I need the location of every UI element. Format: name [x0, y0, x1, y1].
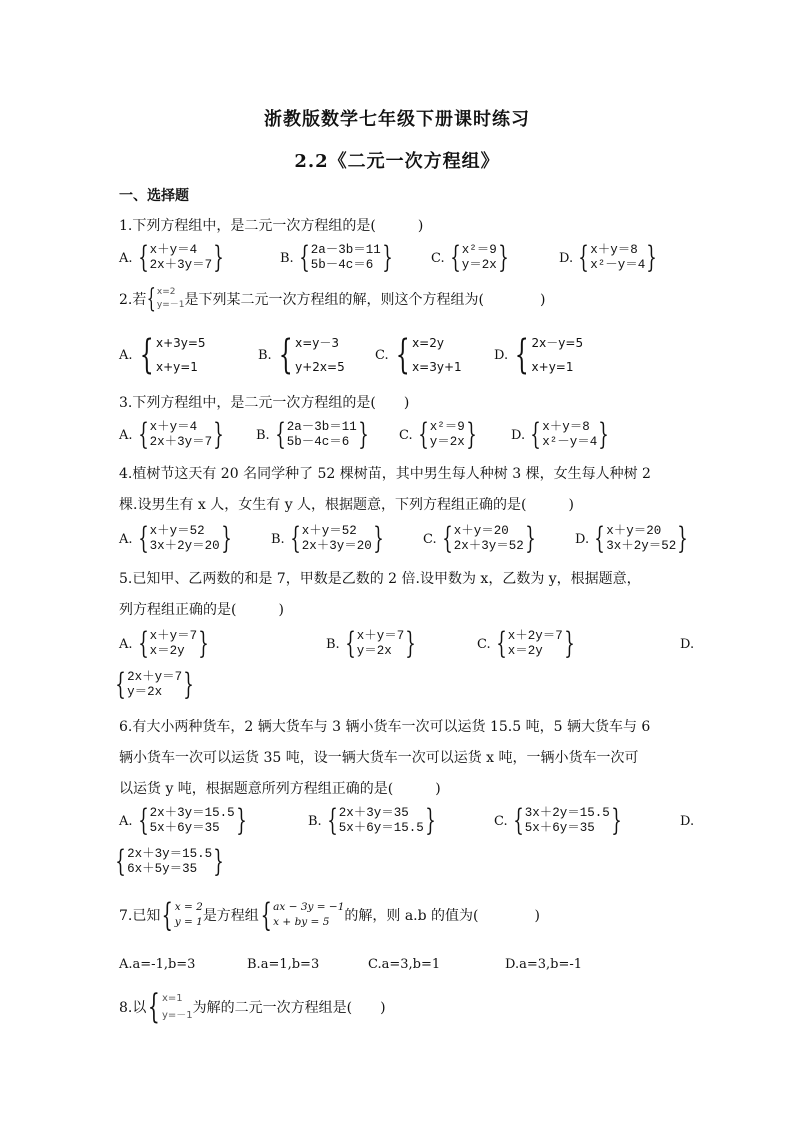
given-line: x=2 — [156, 287, 176, 297]
option-label: B. — [280, 250, 294, 266]
option-label: C. — [399, 427, 413, 443]
option-label: A. — [119, 250, 133, 266]
q7-prefix: 7.已知 — [119, 908, 161, 924]
q4-option-a[interactable]: A. { x＋y＝52 3x＋2y＝20 } — [119, 521, 232, 556]
equation-line: x＋y＝7 — [149, 629, 198, 643]
option-label: B. — [308, 813, 322, 829]
equation-line: 5b－4c＝6 — [286, 435, 350, 449]
q3-option-b[interactable]: B. { 2a－3b＝11 5b－4c＝6 } — [256, 417, 369, 452]
option-label: B. — [326, 636, 340, 652]
q2-option-d[interactable]: D. { 2x－y=5 x+y=1 — [494, 332, 584, 378]
equation-line: 2x＋3y＝52 — [453, 539, 524, 553]
given-line: x = 2 — [174, 901, 203, 913]
option-text: a=-1,b=3 — [132, 957, 196, 972]
q5-option-d-label[interactable] — [680, 637, 698, 652]
option-label: A. — [119, 636, 133, 652]
q8-prefix: 8.以 — [119, 1000, 147, 1016]
equation-line: 2x＋3y＝20 — [301, 539, 372, 553]
equation-line: x＋2y＝7 — [507, 629, 563, 643]
q5-option-c[interactable]: C. { x＋2y＝7 x＝2y } — [477, 626, 575, 661]
equation-line: y＝2x — [127, 685, 163, 699]
option-label: C. — [375, 347, 389, 363]
equation-line: 5x＋6y＝15.5 — [338, 821, 424, 835]
equation-line: x＋y＝20 — [606, 524, 662, 538]
option-label: B. — [256, 427, 270, 443]
q2-option-b[interactable]: B. { x=y－3 y+2x=5 — [258, 332, 345, 378]
option-label: A. — [119, 347, 133, 363]
question-6-line-1: 6.有大小两种货车，2 辆大货车与 3 辆小货车一次可以运货 15.5 吨，5 辆大货车与 6 — [119, 719, 651, 735]
equation-line: 2x－y=5 — [531, 336, 584, 350]
equation-line: x＋y＝8 — [590, 243, 638, 257]
equation-line: 2x＋3y＝7 — [149, 258, 213, 272]
equation-line: x＋y＝52 — [149, 524, 205, 538]
option-label: A. — [119, 813, 133, 829]
equation-line: x+3y=5 — [155, 336, 206, 350]
option-label: D. — [680, 814, 695, 829]
q5-option-a[interactable]: A. { x＋y＝7 x＝2y } — [119, 626, 209, 661]
q3-option-a[interactable]: A. { x＋y＝4 2x＋3y＝7 } — [119, 417, 224, 452]
question-5-line-2: 列方程组正确的是( ) — [119, 602, 284, 618]
page-title: 浙教版数学七年级下册课时练习 — [264, 109, 530, 130]
question-3-stem: 3.下列方程组中，是二元一次方程组的是( ) — [119, 395, 410, 411]
section-heading: 一、选择题 — [119, 188, 189, 204]
option-label: C. — [477, 636, 491, 652]
q5-option-b[interactable]: B. { x＋y＝7 y＝2x } — [326, 626, 417, 661]
given-line: y=－1 — [156, 300, 185, 310]
question-2-stem: 2.若 { x=2 y=－1 是下列某二元一次方程组的解，则这个方程组为( ) — [119, 284, 546, 314]
given-line: x + by = 5 — [273, 916, 330, 928]
equation-line: 3x＋2y＝52 — [606, 539, 677, 553]
option-label: D. — [680, 637, 695, 652]
q3-option-c[interactable]: C. { x²＝9 y＝2x } — [399, 417, 477, 452]
q6-option-b[interactable]: B. { 2x＋3y＝35 5x＋6y＝15.5 } — [308, 803, 436, 838]
option-label: D. — [575, 531, 590, 547]
equation-line: 3x＋2y＝20 — [149, 539, 220, 553]
option-label: D. — [494, 347, 509, 363]
option-label: B. — [271, 531, 285, 547]
equation-line: x=3y+1 — [412, 360, 462, 374]
q6-option-d[interactable]: { 2x＋3y＝15.5 6x＋5y＝35 } — [115, 844, 224, 879]
q2-suffix: 是下列某二元一次方程组的解，则这个方程组为( ) — [184, 292, 546, 308]
equation-line: 5x＋6y＝35 — [149, 821, 220, 835]
equation-line: 2a－3b＝11 — [310, 243, 381, 257]
question-7-stem: 7.已知 { x = 2 y = 1 是方程组 { ax − 3y = −1 x + by = 5 的解，则 a.b 的值为( ) — [119, 896, 540, 934]
q4-option-c[interactable]: C. { x＋y＝20 2x＋3y＝52 } — [423, 521, 536, 556]
q2-option-a[interactable]: A. { x+3y=5 x+y=1 — [119, 332, 206, 378]
given-line: y = 1 — [174, 916, 203, 928]
option-label: C. — [431, 250, 445, 266]
equation-line: x=2y — [412, 336, 444, 350]
equation-line: 3x＋2y＝15.5 — [524, 806, 610, 820]
q7-suffix: 的解，则 a.b 的值为( ) — [344, 908, 540, 924]
q6-option-d-label[interactable] — [680, 814, 698, 829]
equation-line: x＋y＝4 — [149, 420, 198, 434]
question-5-line-1: 5.已知甲、乙两数的和是 7，甲数是乙数的 2 倍.设甲数为 x，乙数为 y，根据题意， — [119, 571, 641, 587]
equation-line: x²＝9 — [429, 420, 465, 434]
equation-line: y＝2x — [461, 258, 497, 272]
given-line: ax − 3y = −1 — [273, 901, 345, 913]
equation-line: x²＝9 — [461, 243, 497, 257]
q4-option-d[interactable]: D. { x＋y＝20 3x＋2y＝52 } — [575, 521, 689, 556]
option-text: a=3,b=-1 — [519, 957, 583, 972]
page-subtitle: 2.2《二元一次方程组》 — [294, 151, 500, 172]
equation-line: 6x＋5y＝35 — [127, 862, 198, 876]
given-line: y=－1 — [162, 1010, 193, 1021]
q1-option-c[interactable]: C. { x²＝9 y＝2x } — [431, 240, 509, 275]
q7-option-b[interactable] — [247, 957, 319, 972]
option-label: A. — [119, 531, 133, 547]
option-text: a=3,b=1 — [381, 957, 441, 972]
q6-option-c[interactable]: C. { 3x＋2y＝15.5 5x＋6y＝35 } — [494, 803, 622, 838]
q5-option-d[interactable]: { 2x＋y＝7 y＝2x } — [115, 667, 194, 702]
question-6-line-2: 辆小货车一次可以运货 35 吨，设一辆大货车一次可以运货 x 吨，一辆小货车一次可 — [119, 750, 639, 766]
q1-option-b[interactable]: B. { 2a－3b＝11 5b－4c＝6 } — [280, 240, 393, 275]
equation-line: y＝2x — [429, 435, 465, 449]
equation-line: x＋y＝52 — [301, 524, 357, 538]
equation-line: x＝2y — [149, 644, 185, 658]
equation-line: 2x＋y＝7 — [127, 670, 183, 684]
q1-option-a[interactable]: A. { x＋y＝4 2x＋3y＝7 } — [119, 240, 224, 275]
option-label: C. — [494, 813, 508, 829]
equation-line: x＋y＝7 — [356, 629, 405, 643]
q4-option-b[interactable]: B. { x＋y＝52 2x＋3y＝20 } — [271, 521, 384, 556]
question-4-line-1: 4.植树节这天有 20 名同学种了 52 棵树苗，其中男生每人种树 3 棵，女生每人种树 2 — [119, 466, 651, 482]
question-1-stem: 1.下列方程组中，是二元一次方程组的是( ) — [119, 218, 424, 234]
equation-line: y＝2x — [356, 644, 392, 658]
option-label: D. — [505, 957, 520, 972]
q7-option-a[interactable] — [119, 957, 195, 972]
q8-suffix: 为解的二元一次方程组是( ) — [192, 1000, 386, 1016]
equation-line: x＋y＝8 — [542, 420, 590, 434]
equation-line: 5b－4c＝6 — [310, 258, 374, 272]
equation-line: x＋y＝20 — [453, 524, 509, 538]
q7-mid: 是方程组 — [202, 908, 259, 924]
option-label: A. — [119, 427, 133, 443]
given-line: x=1 — [162, 993, 183, 1004]
q1-option-d[interactable]: D. { x＋y＝8 x²－y＝4 } — [559, 240, 658, 275]
question-4-line-2: 棵.设男生有 x 人，女生有 y 人，根据题意，下列方程组正确的是( ) — [119, 497, 574, 513]
equation-line: x+y=1 — [531, 360, 574, 374]
option-label: C. — [368, 957, 382, 972]
equation-line: x=y－3 — [295, 336, 340, 350]
question-6-line-3: 以运货 y 吨，根据题意所列方程组正确的是( ) — [119, 781, 441, 797]
option-label: C. — [423, 531, 437, 547]
option-label: B. — [258, 347, 272, 363]
equation-line: x²－y＝4 — [542, 435, 598, 449]
equation-line: 2x＋3y＝15.5 — [127, 847, 213, 861]
equation-line: x＝2y — [507, 644, 543, 658]
option-label: D. — [511, 427, 526, 443]
q2-option-c[interactable]: C. { x=2y x=3y+1 — [375, 332, 462, 378]
equation-line: 2x＋3y＝15.5 — [149, 806, 235, 820]
equation-line: 2a－3b＝11 — [286, 420, 357, 434]
q7-option-c[interactable] — [368, 957, 440, 972]
option-text: a=1,b=3 — [260, 957, 320, 972]
equation-line: 5x＋6y＝35 — [524, 821, 595, 835]
q7-option-d[interactable] — [505, 957, 582, 972]
equation-line: y+2x=5 — [295, 360, 345, 374]
equation-line: 2x＋3y＝7 — [149, 435, 213, 449]
q2-prefix: 2.若 — [119, 292, 147, 308]
equation-line: x²－y＝4 — [590, 258, 646, 272]
q3-option-d[interactable]: D. { x＋y＝8 x²－y＝4 } — [511, 417, 610, 452]
equation-line: 2x＋3y＝35 — [338, 806, 409, 820]
option-label: B. — [247, 957, 261, 972]
q6-option-a[interactable]: A. { 2x＋3y＝15.5 5x＋6y＝35 } — [119, 803, 247, 838]
equation-line: x＋y＝4 — [149, 243, 198, 257]
equation-line: x+y=1 — [155, 360, 198, 374]
option-label: A. — [119, 957, 133, 972]
question-8-stem: 8.以 { x=1 y=－1 为解的二元一次方程组是( ) — [119, 987, 386, 1027]
option-label: D. — [559, 250, 574, 266]
